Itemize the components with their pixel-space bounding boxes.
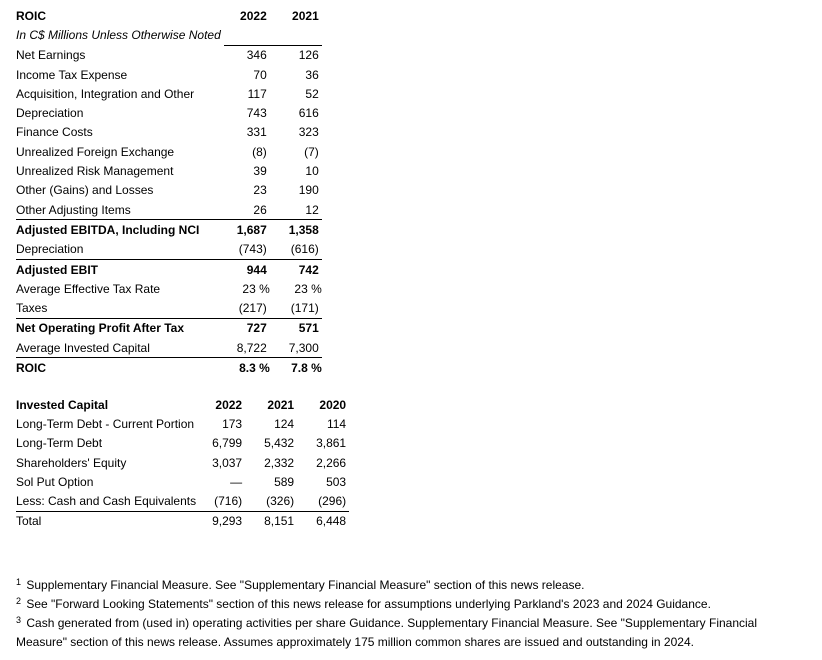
table-row: Other Adjusting Items 26 12 <box>16 202 319 217</box>
roic-header-row <box>16 6 322 25</box>
footnote-marker: 3 <box>16 615 22 625</box>
table-row: Long-Term Debt 6,799 5,432 3,861 <box>16 436 347 451</box>
roic-year-2022: 2022 <box>240 8 267 23</box>
table-row: Unrealized Foreign Exchange (8) (7) <box>16 144 319 159</box>
footnotes <box>16 576 806 652</box>
footnote-marker: 1 <box>16 577 22 587</box>
subtotal-row-nopat: Net Operating Profit After Tax 727 571 <box>16 318 322 338</box>
table-row: Average Invested Capital 8,722 7,300 <box>16 340 319 355</box>
table-row: Less: Cash and Cash Equivalents (716) (326) (296) <box>16 494 347 509</box>
invested-capital-header-row <box>16 395 349 414</box>
table-row: Other (Gains) and Losses 23 190 <box>16 183 319 198</box>
footnote-text: Supplementary Financial Measure. See "Supplementary Financial Measure" section of this news release. <box>26 578 585 592</box>
table-row: Income Tax Expense 70 36 <box>16 67 319 82</box>
units-note: In C$ Millions Unless Otherwise Noted <box>16 28 221 43</box>
subtotal-row-adjusted-ebitda: Adjusted EBITDA, Including NCI 1,687 1,358 <box>16 220 322 240</box>
table-row: Net Earnings 346 126 <box>16 47 319 63</box>
roic-title: ROIC <box>16 8 46 23</box>
roic-year-2021: 2021 <box>292 8 319 23</box>
total-row-roic: ROIC 8.3 % 7.8 % <box>16 358 322 378</box>
table-row: Taxes (217) (171) <box>16 301 319 316</box>
footnote-text: See "Forward Looking Statements" section of this news release for assumptions underlying Parkland's 2023 and 2024 Guidance. <box>26 597 711 611</box>
footnote-text: Cash generated from (used in) operating activities per share Guidance. Supplementary Financial Measure. See "Supplementary Financial Measure" section of this news release. Assumes approximately 175 million common shares are issued and outstanding in 2024. <box>16 616 758 649</box>
footnote-2 <box>16 595 806 614</box>
ic-year-2020: 2020 <box>319 397 347 412</box>
footnote-3 <box>16 614 806 652</box>
invested-capital-title: Invested Capital <box>16 397 109 412</box>
footnote-marker: 2 <box>16 596 22 606</box>
table-row: Finance Costs 331 323 <box>16 125 319 140</box>
total-row-invested-capital: Total 9,293 8,151 6,448 <box>16 511 349 531</box>
ic-year-2022: 2022 <box>215 397 243 412</box>
table-row: Shareholders' Equity 3,037 2,332 2,266 <box>16 455 347 470</box>
roic-units-row <box>16 25 322 45</box>
footnote-1 <box>16 576 806 595</box>
table-row: Depreciation 743 616 <box>16 106 319 121</box>
subtotal-row-adjusted-ebit: Adjusted EBIT 944 742 <box>16 259 322 279</box>
invested-capital-table <box>16 395 349 531</box>
table-row: Average Effective Tax Rate 23 % 23 % <box>16 281 322 296</box>
table-row: Sol Put Option — 589 503 <box>16 474 347 489</box>
table-row: Unrealized Risk Management 39 10 <box>16 164 319 179</box>
table-row: Long-Term Debt - Current Portion 173 124 114 <box>16 416 347 431</box>
table-row: Acquisition, Integration and Other 117 52 <box>16 86 319 101</box>
roic-table <box>16 6 322 378</box>
table-row: Depreciation (743) (616) <box>16 242 319 257</box>
ic-year-2021: 2021 <box>267 397 295 412</box>
